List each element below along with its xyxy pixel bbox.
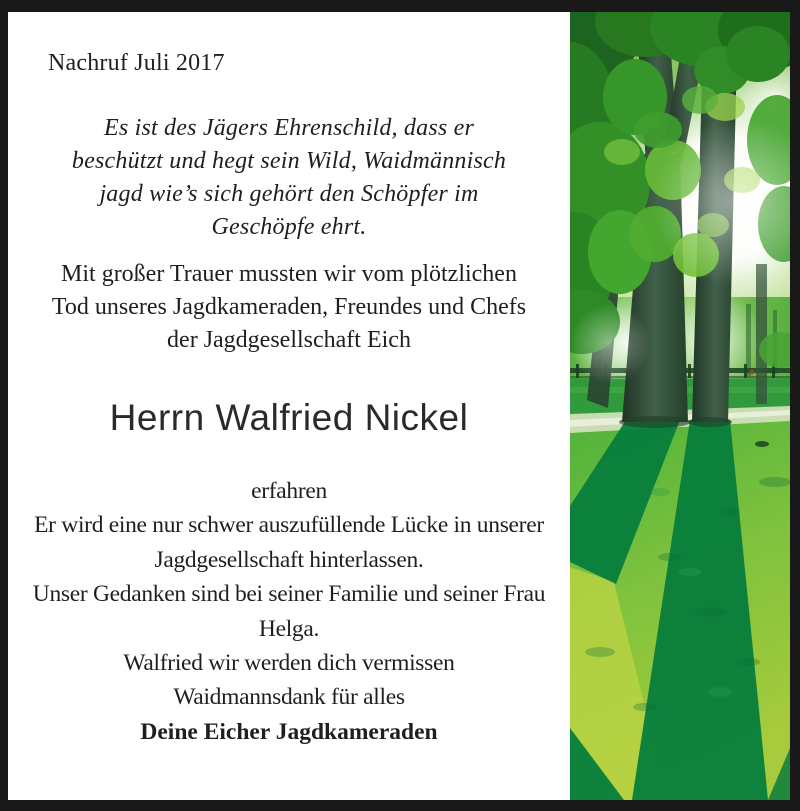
- hunter-poem: [8, 112, 570, 244]
- body-line: Jagdgesellschaft hinterlassen.: [154, 546, 424, 573]
- park-photo-image: [570, 12, 790, 800]
- body-line: erfahren: [251, 478, 327, 504]
- poem-line: beschützt und hegt sein Wild, Waidmännisch: [71, 148, 507, 174]
- body-line: Waidmannsdank für alles: [173, 684, 405, 711]
- text-column: [8, 12, 570, 800]
- poem-line: Geschöpfe ehrt.: [211, 214, 367, 240]
- poem-line: jagd wie’s sich gehört den Schöpfer im: [99, 181, 479, 207]
- intro-line: der Jagdgesellschaft Eich: [167, 327, 411, 353]
- body-line: Walfried wir werden dich vermissen: [123, 650, 455, 677]
- body-line: Unser Gedanken sind bei seiner Familie und seiner Frau: [32, 581, 546, 608]
- poem-line: Es ist des Jägers Ehrenschild, dass er: [103, 115, 474, 141]
- body-line: Er wird eine nur schwer auszufüllende Lücke in unserer: [34, 512, 544, 539]
- closing-signature: Deine Eicher Jagdkameraden: [140, 718, 438, 745]
- body-line: Helga.: [258, 615, 320, 642]
- card-frame: [8, 12, 790, 800]
- mourning-intro: [8, 258, 570, 357]
- header-date: Nachruf Juli 2017: [48, 50, 225, 76]
- condolence-text: [8, 474, 570, 749]
- intro-line: Tod unseres Jagdkameraden, Freundes und Chefs: [51, 294, 527, 320]
- intro-line: Mit großer Trauer mussten wir vom plötzlichen: [61, 261, 517, 287]
- deceased-name: Herrn Walfried Nickel: [109, 397, 469, 438]
- park-photo-illustration: [570, 12, 790, 800]
